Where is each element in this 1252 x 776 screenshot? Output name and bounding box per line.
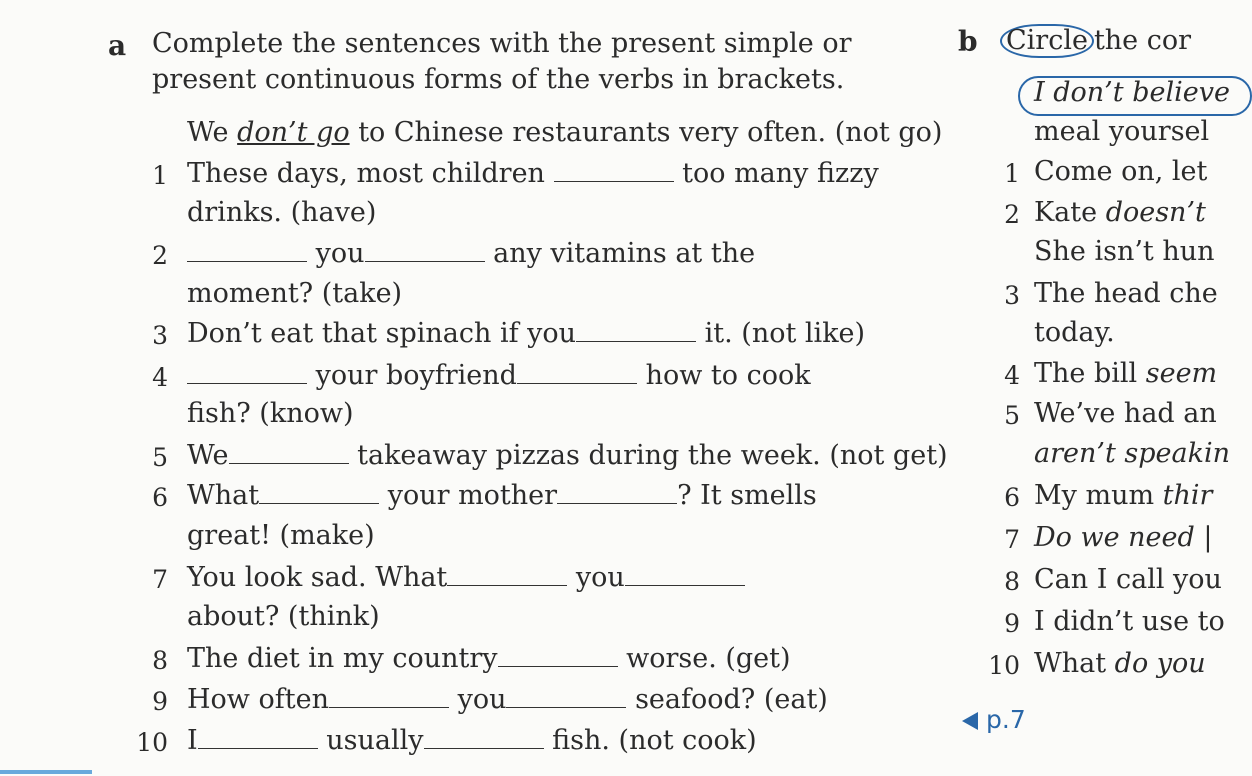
b-text-italic: do you: [1114, 648, 1206, 679]
b-item-number: 9: [1004, 609, 1020, 638]
answer-blank[interactable]: [198, 730, 318, 749]
item-text: You look sad. What: [187, 562, 448, 593]
item-text: you: [575, 562, 625, 593]
item-number: 5: [152, 443, 168, 472]
item-text: how to cook: [645, 360, 811, 391]
instruction-rest: the cor: [1093, 25, 1192, 56]
item-text: The diet in my country: [187, 643, 498, 674]
b-item-text: I didn’t use to: [1034, 606, 1225, 637]
item-text: your mother: [387, 480, 558, 511]
item-text: These days, most children: [187, 158, 545, 189]
item-number: 6: [152, 483, 168, 512]
bottom-accent-bar: [0, 770, 92, 774]
b-text: Kate: [1034, 197, 1106, 228]
page-reference-link[interactable]: [962, 704, 1026, 736]
answer-blank[interactable]: [625, 567, 745, 586]
item-text: What: [187, 480, 260, 511]
section-b-instruction: [1000, 24, 1191, 58]
b-item-number: 2: [1004, 200, 1020, 229]
b-text-italic: thir: [1162, 480, 1213, 511]
item-number: 9: [152, 687, 168, 716]
item-number: 3: [152, 321, 168, 350]
b-text: My mum: [1034, 480, 1163, 511]
b-item-text: [1034, 358, 1217, 390]
b-item-text: Come on, let: [1034, 156, 1208, 187]
b-item-text: aren’t speakin: [1034, 438, 1230, 469]
example-post: to Chinese restaurants very often. (not go): [349, 117, 943, 148]
answer-blank[interactable]: [187, 243, 307, 262]
section-a-letter: a: [108, 29, 127, 62]
answer-blank[interactable]: [498, 648, 618, 667]
exercise-line: [187, 440, 948, 472]
answer-blank[interactable]: [424, 730, 544, 749]
item-text: any vitamins at the: [493, 238, 756, 269]
b-text: What: [1034, 648, 1115, 679]
item-number: 4: [152, 363, 168, 392]
item-text: your boyfriend: [315, 360, 517, 391]
example-pre: We: [187, 117, 238, 148]
b-text: The bill: [1034, 358, 1146, 389]
b-item-number: 10: [988, 651, 1020, 680]
b-example-line-2: meal yoursel: [1034, 116, 1210, 147]
b-item-number: 3: [1004, 281, 1020, 310]
b-item-text: Do we need |: [1034, 522, 1213, 553]
section-b-letter: b: [958, 25, 978, 58]
item-number: 10: [136, 728, 168, 757]
section-a-instruction-2: present continuous forms of the verbs in brackets.: [152, 64, 845, 95]
item-text: takeaway pizzas during the week. (not get): [357, 440, 948, 471]
item-text: you: [315, 238, 365, 269]
item-text: usually: [326, 725, 424, 756]
item-text: worse. (get): [626, 643, 791, 674]
item-text: it. (not like): [704, 318, 866, 349]
b-text-italic: doesn’t: [1105, 197, 1206, 228]
exercise-line: [187, 643, 791, 675]
b-item-text: today.: [1034, 317, 1115, 348]
b-item-text: [1034, 480, 1212, 512]
answer-blank[interactable]: [506, 689, 626, 708]
b-item-number: 6: [1004, 483, 1020, 512]
b-item-text: The head che: [1034, 278, 1218, 309]
exercise-line: [187, 480, 817, 512]
item-text: How often: [187, 684, 329, 715]
answer-blank[interactable]: [259, 485, 379, 504]
answer-blank[interactable]: [557, 485, 677, 504]
answer-blank[interactable]: [554, 163, 674, 182]
answer-blank[interactable]: [329, 689, 449, 708]
page-reference-text: p.7: [986, 705, 1026, 734]
exercise-line: moment? (take): [187, 278, 403, 309]
exercise-line: [187, 562, 745, 594]
b-item-text: Can I call you: [1034, 564, 1222, 595]
b-item-text: She isn’t hun: [1034, 236, 1215, 267]
left-arrow-icon: [962, 712, 978, 730]
section-a-instruction-1: Complete the sentences with the present simple or: [152, 28, 852, 59]
exercise-line: [187, 725, 757, 757]
exercise-line: [187, 238, 755, 270]
b-item-text: [1034, 648, 1206, 680]
exercise-line: drinks. (have): [187, 197, 377, 228]
b-item-number: 4: [1004, 361, 1020, 390]
b-item-number: 7: [1004, 525, 1020, 554]
example-sentence: [187, 117, 942, 149]
item-text: Don’t eat that spinach if you: [187, 318, 577, 349]
b-example-line-1: I don’t believe: [1034, 77, 1230, 108]
answer-blank[interactable]: [447, 567, 567, 586]
item-number: 7: [152, 565, 168, 594]
answer-blank[interactable]: [517, 365, 637, 384]
item-text: too many fizzy: [682, 158, 879, 189]
b-item-text: We’ve had an: [1034, 398, 1217, 429]
item-text: seafood? (eat): [635, 684, 828, 715]
item-text: I: [187, 725, 198, 756]
exercise-line: [187, 158, 879, 190]
answer-blank[interactable]: [576, 323, 696, 342]
b-item-text: [1034, 197, 1206, 229]
example-answer: don’t go: [237, 117, 350, 148]
item-text: you: [457, 684, 507, 715]
item-number: 8: [152, 646, 168, 675]
circle-word: Circle: [1000, 24, 1094, 58]
exercise-line: [187, 684, 828, 716]
answer-blank[interactable]: [187, 365, 307, 384]
b-item-number: 5: [1004, 401, 1020, 430]
exercise-line: [187, 360, 811, 392]
item-text: We: [187, 440, 229, 471]
item-number: 1: [152, 161, 168, 190]
b-item-number: 8: [1004, 567, 1020, 596]
answer-blank[interactable]: [229, 445, 349, 464]
answer-blank[interactable]: [365, 243, 485, 262]
exercise-line: great! (make): [187, 520, 375, 551]
exercise-line: fish? (know): [187, 398, 354, 429]
b-text-italic: seem: [1145, 358, 1218, 389]
exercise-line: [187, 318, 865, 350]
item-number: 2: [152, 241, 168, 270]
b-item-number: 1: [1004, 159, 1020, 188]
item-text: fish. (not cook): [552, 725, 757, 756]
item-text: ? It smells: [677, 480, 817, 511]
exercise-line: about? (think): [187, 601, 380, 632]
